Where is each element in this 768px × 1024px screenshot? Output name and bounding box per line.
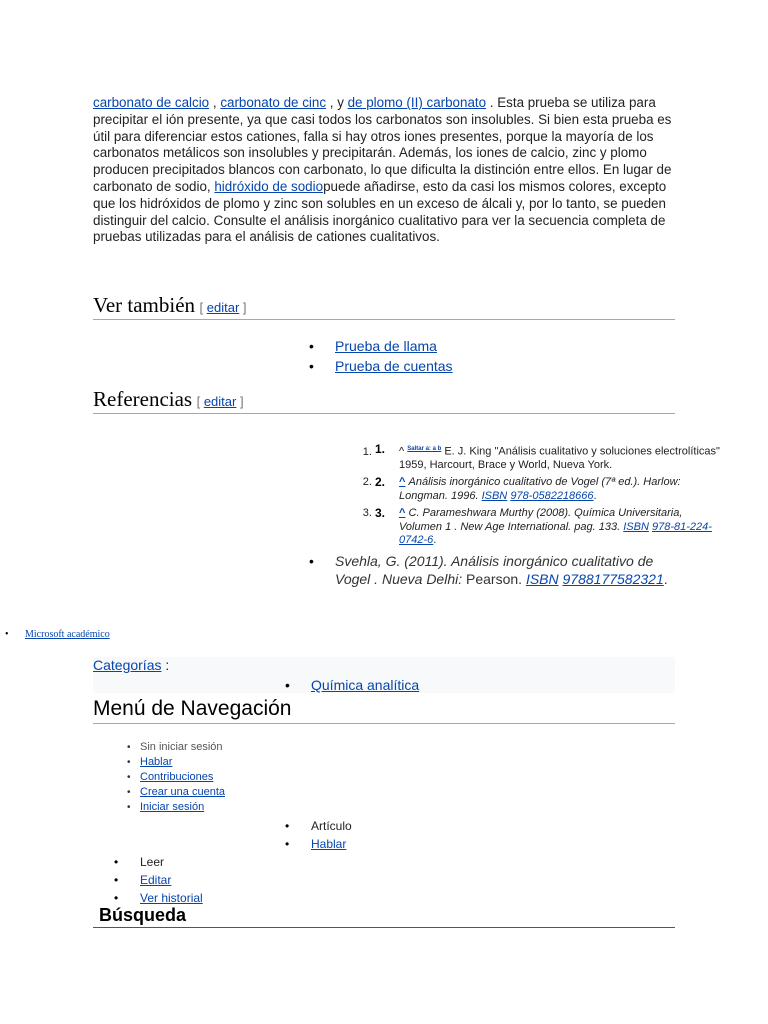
ver-tambien-heading bbox=[93, 293, 247, 318]
bullet: • bbox=[5, 629, 9, 640]
edit-link[interactable]: editar bbox=[206, 300, 240, 315]
edit-section bbox=[197, 394, 244, 409]
create-account-link[interactable]: Crear una cuenta bbox=[140, 786, 225, 798]
edit-tab[interactable]: Editar bbox=[140, 873, 172, 887]
list-item bbox=[114, 853, 203, 871]
isbn-link[interactable]: 9788177582321 bbox=[562, 570, 664, 587]
list-item bbox=[309, 357, 453, 377]
section-title: Referencias bbox=[93, 387, 193, 411]
microsoft-academico-link[interactable]: Microsoft académico bbox=[25, 629, 110, 640]
divider bbox=[93, 723, 675, 724]
paragraph-text: . Esta prueba se utiliza para precipitar el ión presente, ya que casi todos los carbonatos son insolubles. Si bien esta prueba es útil para diferenciar estos cationes, falla si hay otros iones presentes, porque la mayoría de los carbonatos metálicos son insolubles y precipitarán. Además, los iones de calcio, zinc y plomo producen precipitados blancos con carbonato, lo que dificulta la distinción entre ellos. En lugar de carbonato de sodio, bbox=[93, 95, 672, 194]
list-item bbox=[114, 871, 203, 889]
caret-link[interactable]: ^ bbox=[399, 507, 406, 520]
ref-number: 2. 2. bbox=[375, 475, 386, 490]
nav-menu-heading: Menú de Navegación bbox=[93, 697, 292, 720]
divider bbox=[93, 413, 675, 414]
list-item bbox=[127, 785, 225, 800]
link-plomo-carbonato[interactable]: de plomo (II) carbonato bbox=[347, 95, 487, 110]
list-item bbox=[127, 755, 225, 770]
list-item bbox=[309, 553, 679, 588]
isbn-label-link[interactable]: ISBN bbox=[525, 570, 559, 587]
link-prueba-llama[interactable]: Prueba de llama bbox=[335, 338, 437, 354]
categories-link[interactable]: Categorías bbox=[93, 657, 162, 673]
extra-reference-list bbox=[309, 553, 679, 588]
paragraph-text: puede añadirse, esto da casi los mismos colores, excepto que los hidróxidos de plomo y zinc son solubles en un exceso de álcali y, por lo tanto, se pueden distinguir del calcio. Consulte el análisis inorgánico cualitativo para ver la secuencia completa de pruebas utilizadas para el análisis de cationes cualitativos. bbox=[93, 178, 667, 245]
section-title: Ver también bbox=[93, 293, 196, 317]
bracket: ] bbox=[239, 394, 244, 409]
period: . bbox=[433, 534, 437, 547]
edit-link[interactable]: editar bbox=[203, 394, 237, 409]
isbn-label-link[interactable]: ISBN bbox=[623, 520, 649, 533]
reference-item bbox=[375, 476, 720, 503]
contributions-link[interactable]: Contribuciones bbox=[140, 771, 214, 783]
category-quimica-analitica[interactable]: Química analítica bbox=[311, 677, 420, 693]
ref-text: Análisis inorgánico cualitativo de Vogel (7ª ed.). Harlow: Longman. 1996. bbox=[399, 476, 681, 502]
bracket: [ bbox=[196, 394, 201, 409]
ref-text: C. Parameshwara Murthy (2008). Química Universitaria, Volumen 1 . New Age International. pag. 133. bbox=[399, 507, 683, 533]
categories-label bbox=[93, 657, 169, 673]
ref-publisher: Pearson. bbox=[466, 570, 523, 587]
list-item bbox=[309, 337, 453, 357]
talk-tab[interactable]: Hablar bbox=[311, 837, 347, 851]
ref-number: 1. 1. bbox=[375, 442, 386, 456]
ref-text: Svehla, G. (2011). Análisis inorgánico cualitativo de Vogel . Nueva Delhi: bbox=[335, 553, 654, 587]
list-item bbox=[285, 835, 352, 853]
bracket: [ bbox=[199, 300, 204, 315]
search-heading: Búsqueda bbox=[99, 905, 187, 925]
link-carbonato-cinc[interactable]: carbonato de cinc bbox=[220, 95, 327, 110]
separator: , y bbox=[326, 95, 348, 110]
intro-paragraph bbox=[93, 95, 678, 246]
bracket: ] bbox=[242, 300, 247, 315]
period: . bbox=[593, 489, 597, 502]
ver-tambien-list bbox=[309, 337, 453, 376]
jump-link[interactable]: Saltar a: a b bbox=[407, 446, 442, 452]
references-list bbox=[335, 443, 720, 552]
reference-item bbox=[375, 507, 720, 547]
article-tab[interactable]: Artículo bbox=[311, 819, 352, 833]
isbn-label-link[interactable]: ISBN bbox=[481, 489, 508, 502]
list-item bbox=[127, 800, 225, 815]
read-tab[interactable]: Leer bbox=[140, 855, 165, 869]
referencias-heading bbox=[93, 387, 244, 412]
views-list bbox=[114, 853, 203, 907]
login-link[interactable]: Iniciar sesión bbox=[140, 801, 205, 813]
reference-item bbox=[375, 443, 720, 472]
ref-text: E. J. King "Análisis cualitativo y soluciones electrolíticas" 1959, Harcourt, Brace y World, Nueva York. bbox=[399, 445, 720, 472]
link-prueba-cuentas[interactable]: Prueba de cuentas bbox=[335, 357, 453, 374]
divider bbox=[93, 319, 675, 320]
isbn-link[interactable]: 978-0582218666 bbox=[510, 489, 594, 502]
isbn-link[interactable]: 978-81-224-0742-6 bbox=[399, 520, 712, 547]
not-logged-in: • Sin iniciar sesión bbox=[127, 740, 225, 755]
list-item bbox=[285, 817, 352, 835]
microsoft-item bbox=[5, 629, 110, 640]
caret: ^ bbox=[399, 445, 405, 458]
divider bbox=[93, 927, 675, 928]
link-carbonato-calcio[interactable]: carbonato de calcio bbox=[93, 95, 210, 110]
categories-list bbox=[285, 677, 419, 693]
period: . bbox=[663, 570, 668, 587]
caret-link[interactable]: ^ bbox=[399, 476, 406, 489]
talk-link[interactable]: Hablar bbox=[140, 756, 173, 768]
personal-tools bbox=[127, 740, 225, 815]
link-hidroxido-sodio[interactable]: hidróxido de sodio bbox=[214, 178, 324, 194]
history-tab[interactable]: Ver historial bbox=[140, 891, 203, 905]
list-item bbox=[127, 770, 225, 785]
ref-number: 3. 3. bbox=[375, 506, 386, 521]
list-item bbox=[285, 677, 419, 693]
separator: , bbox=[209, 95, 221, 110]
colon: : bbox=[161, 657, 170, 673]
edit-section bbox=[200, 300, 247, 315]
namespaces-list bbox=[285, 817, 352, 853]
